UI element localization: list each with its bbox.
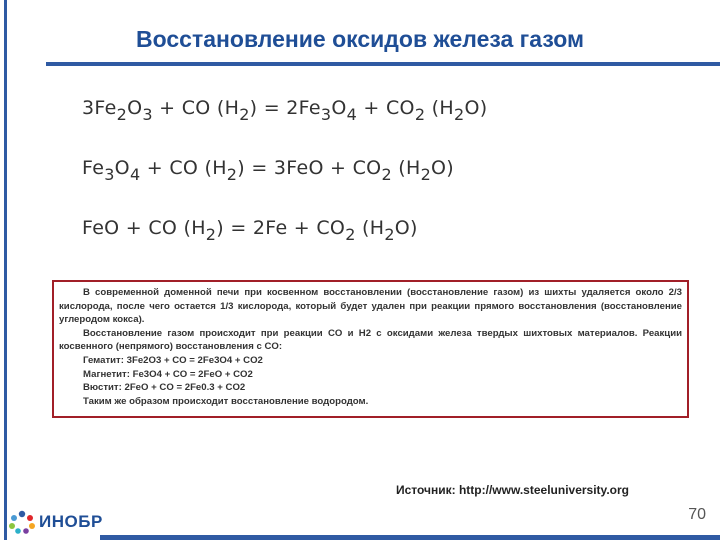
equation-hematite: $3Fe_2O_3$ + CO $(H_2) = 2Fe_3O_4 + CO_2$ $(H_2O)$ [82,97,488,124]
dots-logo-icon [8,510,36,534]
equation-magnetite: $Fe_3O_4$ + CO $(H_2) = 3FeO + CO_2$ $(H_2O)$ [82,157,455,184]
hydrogen-note: Таким же образом происходит восстановление водородом. [83,395,369,407]
left-accent-rule [4,0,7,540]
title-underline [46,62,720,66]
bottom-accent-rule [100,535,720,540]
reaction-line-wustite: Вюстит: 2FeO + CO = 2Fe0.3 + CO2 [83,382,246,394]
page-number: 70 [688,506,706,523]
equation-wustite: FeO + CO $(H_2) = 2Fe + CO_2$ $(H_2O)$ [82,217,418,244]
source-caption: Источник: http://www.steeluniversity.org [396,483,629,497]
reaction-line-magnetite: Магнетит: Fe3O4 + CO = 2FeO + CO2 [83,368,253,380]
inobr-logo [8,509,103,535]
paragraph-gas-reduction: Восстановление газом происходит при реакции CO и H2 с оксидами железа твердых шихтовых материалов. Реакции косвенного (непрямого) восстановления с CO: [59,327,682,353]
explanation-textbox [52,280,689,418]
reaction-line-hematite: Гематит: 3Fe2O3 + CO = 2Fe3O4 + CO2 [83,354,263,366]
slide-title: Восстановление оксидов железа газом [136,26,584,52]
paragraph-indirect-reduction: В современной доменной печи при косвенном восстановлении (восстановление газом) из шихты удаляется около 2/3 кислорода, после чего остается 1/3 кислорода, который будет удален при реакции прямого восстановления (восстановление углеродом кокса). [59,287,682,326]
logo-wordmark: ИНОБР [39,512,103,531]
